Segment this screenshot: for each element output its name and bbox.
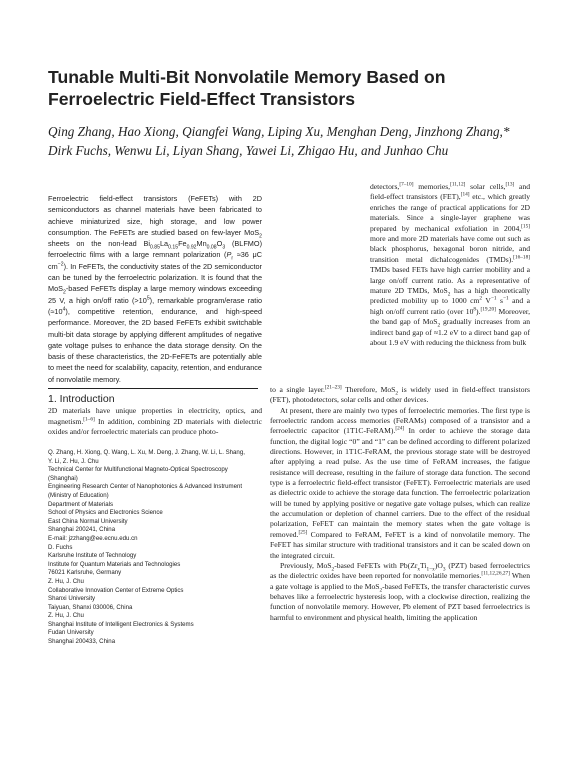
affiliation-line: Z. Hu, J. Chu <box>48 577 84 585</box>
right-column-top <box>370 182 530 349</box>
affiliation-line: Engineering Research Center of Nanophotonics & Advanced Instrument <box>48 483 243 491</box>
title-line-2: Ferroelectric Field-Effect Transistors <box>48 89 356 109</box>
affiliation-line: Institute for Quantum Materials and Technologies <box>48 560 181 568</box>
body-paragraph: Previously, MoS$_2$-based FeFETs with $Pb(Zr_xTi_{1-x})O_3$ (PZT) based ferroelectrics as the dielectric oxides have been reported for nonvolatile memories.[11,12,26,27] When a gate voltage is applied to the MoS$_2$-based FeFETs, the transfer characteristic curves behaves like a ferroelectric hysteresis loop, with a clockwise direction, realizing the function of nonvolatile memory. However, Pb element of PZT based ferroelectrics is harmful to environment and physical health, limiting the application <box>270 560 531 622</box>
affiliation-line: Q. Zhang, H. Xiong, Q. Wang, L. Xu, M. Deng, J. Zhang, W. Li, L. Shang, <box>48 449 245 456</box>
affiliation-line: Z. Hu, J. Chu <box>48 612 84 620</box>
affiliation-line: Karlsruhe Institute of Technology <box>48 552 137 560</box>
affiliation-line: Department of Materials <box>48 500 114 508</box>
body-paragraph: to a single layer.[21–23] Therefore, MoS$_2$ is widely used in field-effect transistors (FET), photodetectors, solar cells and other devices. <box>270 384 530 405</box>
affiliation-line: Shanxi University <box>48 595 96 603</box>
right-column-main <box>270 385 530 623</box>
abstract-text: Ferroelectric field-effect transistors (FeFETs) with 2D semiconductors as channel materials have been fabricated to achieve miniaturized size, high storage, and low power consumption. The FeFETs are studied based on few-layer MoS$_2$ sheets on the non-lead $Bi_{0.85}La_{0.15}Fe_{0.92}Mn_{0.08}O_3$ (BLFMO) ferroelectric films with a large remnant polarization ($P_r \approx 36$ μC $cm^{-2}$). In FeFETs, the conductivity states of the 2D semiconductor can be tuned by the ferroelectric polarization. It is found that the MoS$_2$-based FeFETs display a large memory windows exceeding 25 V, a high on/off ratio $(>10^5)$, remarkable program/erase ratio $(\approx 10^4)$, competitive retention, endurance, and high-speed performance. Moreover, the 2D based FeFETs exhibit switchable multi-bit data storage by applying different amplitudes of negative gate voltage pulses to enhance the data storage density. On the basis of these characteristics, the 2D-FeFETs are potentially able to meet the need for scalability, capacity, retention, and endurance of nonvolatile memory. <box>48 194 262 384</box>
body-paragraph: detectors,[7–10] memories,[11,12] solar cells,[13] and field-effect transistors (FET),[14] etc., which greatly enriches the range of practical applications for 2D materials. Since a single-layer graphene was prepared by mechanical exfoliation in 2004,[15] more and more 2D materials have come out such as black phosphorus, hexagonal boron nitride, and transition metal dichalcogenides (TMDs).[16–18] TMDs based FETs have high carrier mobility and a large on/off current ratio. As a representative of mature 2D TMDs, MoS$_2$ has a high theoretically predicted mobility up to 1000 $cm^2$ $V^{-1}$ $s^{-1}$ and a high on/off current ratio (over $10^8).[19,20]$ Moreover, the band gap of MoS$_2$ gradually increases from an indirect band gap of ≈1.2 eV to a direct band gap of about 1.9 eV with reducing the thickness from bulk <box>370 181 531 348</box>
affiliations-footnote <box>48 449 262 647</box>
abstract <box>48 193 262 385</box>
body-paragraph: At present, there are mainly two types of ferroelectric memories. The first type is ferroelectric random access memories (FeRAMs) composed of a transistor and a ferroelectric capacitor (1T1C-FeRAM).[24] In order to achieve the storage data function, the digital logic “0” and “1” can be defined according to different polarized directions. However, in 1T1C-FeRAM, the previous storage state will be destroyed after applying a read pulse. As the use time of FeRAM increases, the fatigue resistance will decrease, resulting in the failure of storage data function. The second type is a ferroelectric field-effect transistor (FeFET). Ferroelectric materials are used as dielectric oxide to achieve the storage data function. The ferroelectric polarization will be tuned by applying positive or negative gate voltage pulses, which can realize the accumulation or depletion of channel carriers. Due to the effect of the residual polarization, FeFET can maintain the memory states when the gate voltage is removed.[25] Compared to FeRAM, FeFET is a kind of nonvolatile memory. The FeFET has similar structure with traditional transistors and it can be scaled down on the integrated circuit. <box>270 405 530 560</box>
affiliation-line: (Shanghai) <box>48 474 78 482</box>
affiliation-line: Fudan University <box>48 629 94 637</box>
affiliation-line: Y. Li, Z. Hu, J. Chu <box>48 457 99 465</box>
affiliation-line: Collaborative Innovation Center of Extreme Optics <box>48 586 184 594</box>
affiliation-line: School of Physics and Electronics Science <box>48 509 163 517</box>
authors-line-2: Dirk Fuchs, Wenwu Li, Liyan Shang, Yawei Li, Zhigao Hu, and Junhao Chu <box>48 143 449 158</box>
section-heading-introduction: 1. Introduction <box>48 388 258 405</box>
authors-line-1: Qing Zhang, Hao Xiong, Qiangfei Wang, Liping Xu, Menghan Deng, Jinzhong Zhang,* <box>48 124 510 139</box>
affiliation-line: Shanghai 200241, China <box>48 526 116 534</box>
affiliation-line: E-mail: jzzhang@ee.ecnu.edu.cn <box>48 534 138 542</box>
affiliation-line: 76021 Karlsruhe, Germany <box>48 569 122 577</box>
affiliation-line: D. Fuchs <box>48 543 73 551</box>
affiliation-line: Taiyuan, Shanxi 030006, China <box>48 603 133 611</box>
introduction-paragraph: 2D materials have unique properties in electricity, optics, and magnetism.[1–6] In addition, combining 2D materials with dielectric oxides and/or ferroelectric materials can produce photo- <box>48 406 262 437</box>
affiliation-line: Technical Center for Multifunctional Magneto-Optical Spectroscopy <box>48 466 228 474</box>
title-line-1: Tunable Multi-Bit Nonvolatile Memory Based on <box>48 67 446 87</box>
affiliation-line: (Ministry of Education) <box>48 491 109 499</box>
author-list <box>48 122 548 160</box>
paper-title <box>48 66 518 110</box>
affiliation-line: East China Normal University <box>48 517 128 525</box>
affiliation-line: Shanghai Institute of Intelligent Electronics & Systems <box>48 620 194 628</box>
affiliation-line: Shanghai 200433, China <box>48 638 116 646</box>
